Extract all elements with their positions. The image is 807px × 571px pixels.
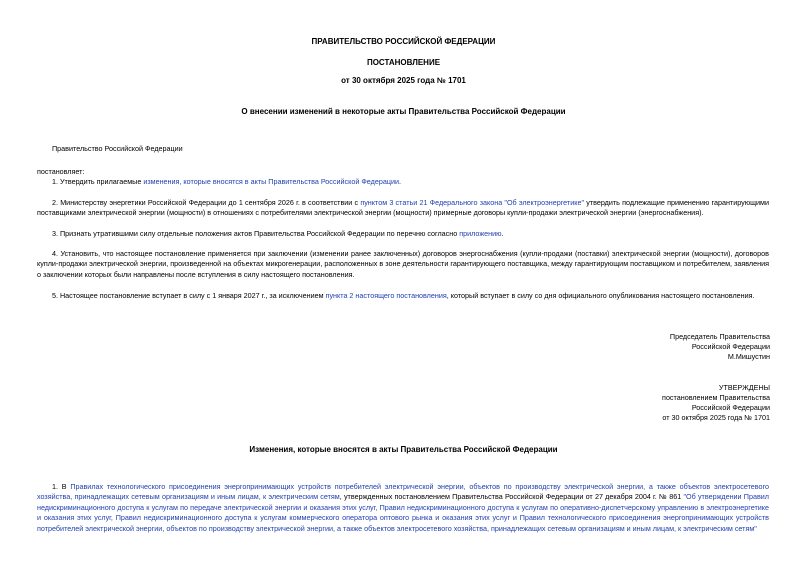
paragraph-5: [52, 291, 755, 301]
paragraph-5-suffix: , который вступает в силу со дня официального опубликования настоящего постановления.: [446, 291, 755, 300]
intro-government: Правительство Российской Федерации: [52, 144, 183, 153]
resolution-861-link[interactable]: "Об утверждении Правил недискриминационного доступа к услугам по передаче электрической энергии и оказания этих услуг, Правил недискриминационного доступа к услугам по оперативно-диспетчерскому управлению в электроэнергетике и оказания этих услуг, Правил недискриминационного доступа к услугам коммерческого оператора оптового рынка и оказания этих услуг и Правил технологического присоединения энергопринимающих устройств потребителей электрической энергии, объектов по производству электрической энергии, а также объектов электросетевого хозяйства, принадлежащих сетевым организациям и иным лицам, к электрическим сетям": [37, 492, 769, 533]
document-type: ПОСТАНОВЛЕНИЕ: [366, 58, 441, 67]
appendix-link[interactable]: приложению: [459, 229, 502, 238]
paragraph-5-prefix: 5. Настоящее постановление вступает в силу с 1 января 2027 г., за исключением: [52, 291, 326, 300]
paragraph-2-link[interactable]: пункта 2 настоящего постановления: [325, 291, 447, 300]
intro-decrees: постановляет:: [37, 167, 85, 176]
changes-link[interactable]: изменения, которые вносятся в акты Правительства Российской Федерации: [143, 177, 399, 186]
change-item-1-prefix: 1. В: [52, 482, 71, 491]
signature-title: Председатель Правительства: [669, 332, 770, 341]
approval-heading: УТВЕРЖДЕНЫ: [718, 383, 770, 392]
approval-resolution: постановлением Правительства: [662, 393, 770, 402]
paragraph-2: [37, 198, 769, 219]
paragraph-3-suffix: .: [501, 229, 504, 238]
change-item-1: [37, 482, 769, 534]
paragraph-4: 4. Установить, что настоящее постановление применяется при заключении (изменении ранее заключенных) договоров энергоснабжения (купли-продажи (поставки) электрической энергии (мощности), договоров купли-продажи электрической энергии, произведенной на объектах микрогенерации, расположенных в зоне деятельности гарантирующего поставщика, между гарантирующим поставщиком и потребителем, заявления о заключении которых были направлены после вступления в силу настоящего постановления.: [37, 249, 769, 279]
signature-name: М.Мишустин: [727, 352, 770, 361]
paragraph-1-suffix: .: [398, 177, 401, 186]
paragraph-2-prefix: 2. Министерству энергетики Российской Федерации до 1 сентября 2026 г. в соответствии с: [52, 198, 361, 207]
electricity-law-link[interactable]: пунктом 3 статьи 21 Федерального закона "Об электроэнергетике": [360, 198, 585, 207]
change-item-1-mid: , утвержденных постановлением Правительства Российской Федерации от 27 декабря 2004 г. № 861: [339, 492, 684, 502]
paragraph-1: [52, 177, 401, 187]
approval-date-number: от 30 октября 2025 года № 1701: [662, 413, 770, 422]
paragraph-3: [52, 229, 504, 239]
document-date-number: от 30 октября 2025 года № 1701: [341, 76, 466, 85]
paragraph-1-prefix: 1. Утвердить прилагаемые: [52, 177, 144, 186]
paragraph-2-suffix: утвердить подлежащие применению гарантирующими поставщиками электрической энергии (мощности) в отношениях с потребителями электрической энергии (мощности) примерные договоры купли-продажи электрической энергии (энергоснабжения).: [37, 198, 770, 218]
changes-title: Изменения, которые вносятся в акты Правительства Российской Федерации: [249, 445, 558, 454]
signature-organization: Российской Федерации: [691, 342, 770, 351]
connection-rules-link[interactable]: Правилах технологического присоединения энергопринимающих устройств потребителей электрической энергии, объектов по производству электрической энергии, а также объектов электросетевого хозяйства, принадлежащих сетевым организациям и иным лицам, к электрическим сетям: [37, 482, 769, 502]
government-heading: ПРАВИТЕЛЬСТВО РОССИЙСКОЙ ФЕДЕРАЦИИ: [311, 37, 496, 46]
approval-organization: Российской Федерации: [691, 403, 770, 412]
document-title: О внесении изменений в некоторые акты Правительства Российской Федерации: [241, 107, 566, 116]
paragraph-3-prefix: 3. Признать утратившими силу отдельные положения актов Правительства Российской Федерации по перечню согласно: [52, 229, 460, 238]
